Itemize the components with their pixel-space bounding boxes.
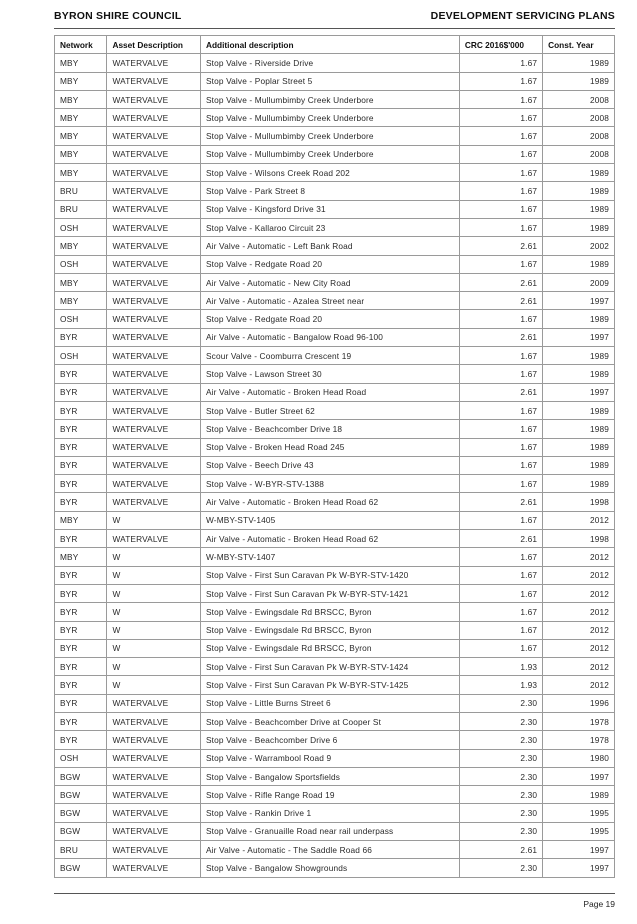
table-row <box>55 328 615 346</box>
cell-const-year: 2012 <box>543 639 615 657</box>
cell-crc: 1.67 <box>459 182 542 200</box>
cell-additional-description: Stop Valve - Ewingsdale Rd BRSCC, Byron <box>200 639 459 657</box>
cell-network: BYR <box>55 328 107 346</box>
table-row <box>55 310 615 328</box>
cell-asset-description: WATERVALVE <box>107 383 201 401</box>
cell-additional-description: Stop Valve - Granuaille Road near rail underpass <box>200 822 459 840</box>
cell-const-year: 2012 <box>543 511 615 529</box>
cell-const-year: 1978 <box>543 712 615 730</box>
cell-const-year: 1989 <box>543 164 615 182</box>
cell-network: BGW <box>55 822 107 840</box>
cell-network: BYR <box>55 401 107 419</box>
table-row <box>55 767 615 785</box>
cell-const-year: 1989 <box>543 218 615 236</box>
cell-const-year: 2012 <box>543 658 615 676</box>
cell-additional-description: Stop Valve - Warrambool Road 9 <box>200 749 459 767</box>
cell-crc: 1.67 <box>459 548 542 566</box>
cell-crc: 2.30 <box>459 767 542 785</box>
cell-asset-description: WATERVALVE <box>107 90 201 108</box>
cell-network: BYR <box>55 365 107 383</box>
cell-network: BYR <box>55 475 107 493</box>
cell-asset-description: W <box>107 511 201 529</box>
cell-network: BYR <box>55 658 107 676</box>
cell-asset-description: WATERVALVE <box>107 859 201 877</box>
cell-asset-description: WATERVALVE <box>107 109 201 127</box>
cell-asset-description: W <box>107 639 201 657</box>
cell-additional-description: Stop Valve - Mullumbimby Creek Underbore <box>200 127 459 145</box>
cell-additional-description: Stop Valve - Mullumbimby Creek Underbore <box>200 109 459 127</box>
cell-crc: 1.67 <box>459 72 542 90</box>
cell-const-year: 2008 <box>543 109 615 127</box>
table-row <box>55 511 615 529</box>
table-row <box>55 182 615 200</box>
cell-network: BYR <box>55 420 107 438</box>
cell-const-year: 1995 <box>543 804 615 822</box>
cell-additional-description: Air Valve - Automatic - Bangalow Road 96-100 <box>200 328 459 346</box>
cell-const-year: 1989 <box>543 475 615 493</box>
cell-network: OSH <box>55 310 107 328</box>
cell-additional-description: Stop Valve - First Sun Caravan Pk W-BYR-STV-1424 <box>200 658 459 676</box>
cell-network: MBY <box>55 72 107 90</box>
cell-asset-description: WATERVALVE <box>107 420 201 438</box>
table-row <box>55 621 615 639</box>
table-row <box>55 273 615 291</box>
page-number: Page 19 <box>583 899 615 909</box>
cell-crc: 1.67 <box>459 420 542 438</box>
cell-additional-description: Air Valve - Automatic - New City Road <box>200 273 459 291</box>
cell-crc: 1.67 <box>459 164 542 182</box>
table-row <box>55 365 615 383</box>
cell-additional-description: Stop Valve - First Sun Caravan Pk W-BYR-STV-1421 <box>200 584 459 602</box>
cell-crc: 1.67 <box>459 603 542 621</box>
cell-network: OSH <box>55 218 107 236</box>
table-row <box>55 639 615 657</box>
cell-additional-description: Stop Valve - Lawson Street 30 <box>200 365 459 383</box>
cell-crc: 2.61 <box>459 328 542 346</box>
cell-crc: 2.30 <box>459 804 542 822</box>
cell-const-year: 1989 <box>543 72 615 90</box>
cell-const-year: 2012 <box>543 548 615 566</box>
table-row <box>55 658 615 676</box>
cell-network: BYR <box>55 731 107 749</box>
table-row <box>55 530 615 548</box>
table-row <box>55 54 615 72</box>
cell-additional-description: Stop Valve - Little Burns Street 6 <box>200 694 459 712</box>
cell-const-year: 1989 <box>543 401 615 419</box>
cell-crc: 1.67 <box>459 200 542 218</box>
cell-const-year: 1998 <box>543 530 615 548</box>
cell-network: BRU <box>55 182 107 200</box>
cell-crc: 2.61 <box>459 292 542 310</box>
cell-network: MBY <box>55 90 107 108</box>
cell-const-year: 2008 <box>543 90 615 108</box>
cell-network: MBY <box>55 292 107 310</box>
cell-asset-description: WATERVALVE <box>107 841 201 859</box>
cell-crc: 1.67 <box>459 438 542 456</box>
cell-network: MBY <box>55 109 107 127</box>
cell-network: OSH <box>55 347 107 365</box>
table-row <box>55 255 615 273</box>
cell-additional-description: Scour Valve - Coomburra Crescent 19 <box>200 347 459 365</box>
cell-additional-description: Stop Valve - Bangalow Showgrounds <box>200 859 459 877</box>
cell-network: BRU <box>55 200 107 218</box>
cell-additional-description: Stop Valve - Beech Drive 43 <box>200 456 459 474</box>
cell-network: BYR <box>55 676 107 694</box>
table-row <box>55 548 615 566</box>
footer-divider <box>54 893 615 894</box>
cell-additional-description: Stop Valve - First Sun Caravan Pk W-BYR-STV-1420 <box>200 566 459 584</box>
cell-const-year: 1989 <box>543 786 615 804</box>
cell-const-year: 1978 <box>543 731 615 749</box>
cell-crc: 1.67 <box>459 255 542 273</box>
cell-const-year: 1989 <box>543 456 615 474</box>
cell-asset-description: W <box>107 621 201 639</box>
cell-asset-description: WATERVALVE <box>107 127 201 145</box>
cell-const-year: 1997 <box>543 292 615 310</box>
table-row <box>55 456 615 474</box>
cell-crc: 2.30 <box>459 822 542 840</box>
cell-const-year: 1989 <box>543 310 615 328</box>
cell-crc: 2.30 <box>459 749 542 767</box>
table-row <box>55 566 615 584</box>
table-row <box>55 712 615 730</box>
cell-asset-description: W <box>107 658 201 676</box>
table-row <box>55 584 615 602</box>
cell-const-year: 2012 <box>543 603 615 621</box>
cell-additional-description: Stop Valve - Mullumbimby Creek Underbore <box>200 90 459 108</box>
cell-asset-description: WATERVALVE <box>107 767 201 785</box>
cell-const-year: 2012 <box>543 584 615 602</box>
cell-network: BYR <box>55 621 107 639</box>
cell-asset-description: WATERVALVE <box>107 749 201 767</box>
cell-network: MBY <box>55 237 107 255</box>
cell-asset-description: W <box>107 584 201 602</box>
cell-asset-description: WATERVALVE <box>107 255 201 273</box>
cell-asset-description: WATERVALVE <box>107 438 201 456</box>
table-row <box>55 164 615 182</box>
cell-additional-description: Stop Valve - Park Street 8 <box>200 182 459 200</box>
cell-network: OSH <box>55 255 107 273</box>
header-row <box>55 36 615 54</box>
cell-crc: 1.67 <box>459 347 542 365</box>
cell-crc: 2.61 <box>459 530 542 548</box>
cell-const-year: 1989 <box>543 182 615 200</box>
table-row <box>55 603 615 621</box>
table-row <box>55 401 615 419</box>
cell-crc: 2.61 <box>459 273 542 291</box>
cell-crc: 1.67 <box>459 621 542 639</box>
cell-additional-description: Stop Valve - Beachcomber Drive 18 <box>200 420 459 438</box>
table-row <box>55 676 615 694</box>
cell-crc: 2.61 <box>459 237 542 255</box>
table-row <box>55 72 615 90</box>
column-header-const-year: Const. Year <box>543 36 615 54</box>
column-header-additional-description: Additional description <box>200 36 459 54</box>
cell-crc: 1.67 <box>459 145 542 163</box>
header-divider <box>54 28 615 29</box>
council-name: BYRON SHIRE COUNCIL <box>54 10 182 22</box>
cell-additional-description: Stop Valve - Beachcomber Drive 6 <box>200 731 459 749</box>
cell-network: BYR <box>55 603 107 621</box>
cell-asset-description: WATERVALVE <box>107 237 201 255</box>
cell-asset-description: WATERVALVE <box>107 310 201 328</box>
cell-additional-description: Air Valve - Automatic - Broken Head Road 62 <box>200 530 459 548</box>
cell-additional-description: Stop Valve - Riverside Drive <box>200 54 459 72</box>
cell-const-year: 2008 <box>543 145 615 163</box>
cell-asset-description: WATERVALVE <box>107 694 201 712</box>
cell-const-year: 1989 <box>543 255 615 273</box>
cell-additional-description: Stop Valve - Rankin Drive 1 <box>200 804 459 822</box>
table-row <box>55 749 615 767</box>
cell-network: BYR <box>55 456 107 474</box>
cell-additional-description: Air Valve - Automatic - The Saddle Road 66 <box>200 841 459 859</box>
cell-network: BGW <box>55 786 107 804</box>
cell-crc: 2.30 <box>459 731 542 749</box>
cell-network: BYR <box>55 383 107 401</box>
cell-crc: 1.67 <box>459 584 542 602</box>
cell-const-year: 1995 <box>543 822 615 840</box>
cell-network: MBY <box>55 127 107 145</box>
cell-asset-description: WATERVALVE <box>107 145 201 163</box>
cell-asset-description: WATERVALVE <box>107 365 201 383</box>
cell-crc: 1.67 <box>459 475 542 493</box>
cell-additional-description: W-MBY-STV-1405 <box>200 511 459 529</box>
column-header-network: Network <box>55 36 107 54</box>
cell-network: MBY <box>55 511 107 529</box>
asset-table-body <box>55 54 615 877</box>
cell-additional-description: Stop Valve - Wilsons Creek Road 202 <box>200 164 459 182</box>
cell-crc: 1.67 <box>459 511 542 529</box>
cell-asset-description: WATERVALVE <box>107 72 201 90</box>
table-row <box>55 218 615 236</box>
cell-network: BYR <box>55 694 107 712</box>
cell-const-year: 1997 <box>543 383 615 401</box>
table-row <box>55 347 615 365</box>
cell-additional-description: Stop Valve - Kallaroo Circuit 23 <box>200 218 459 236</box>
cell-asset-description: W <box>107 603 201 621</box>
cell-const-year: 1989 <box>543 420 615 438</box>
table-row <box>55 493 615 511</box>
table-row <box>55 420 615 438</box>
cell-crc: 1.67 <box>459 90 542 108</box>
cell-asset-description: WATERVALVE <box>107 804 201 822</box>
cell-additional-description: Stop Valve - Redgate Road 20 <box>200 255 459 273</box>
cell-additional-description: Stop Valve - Ewingsdale Rd BRSCC, Byron <box>200 621 459 639</box>
column-header-crc: CRC 2016$'000 <box>459 36 542 54</box>
cell-crc: 2.30 <box>459 859 542 877</box>
cell-network: BYR <box>55 712 107 730</box>
table-row <box>55 731 615 749</box>
table-row <box>55 292 615 310</box>
cell-additional-description: Air Valve - Automatic - Azalea Street near <box>200 292 459 310</box>
cell-additional-description: Stop Valve - W-BYR-STV-1388 <box>200 475 459 493</box>
cell-additional-description: Stop Valve - Bangalow Sportsfields <box>200 767 459 785</box>
cell-asset-description: WATERVALVE <box>107 292 201 310</box>
cell-additional-description: Stop Valve - Mullumbimby Creek Underbore <box>200 145 459 163</box>
cell-const-year: 2012 <box>543 676 615 694</box>
cell-asset-description: WATERVALVE <box>107 328 201 346</box>
cell-network: MBY <box>55 145 107 163</box>
cell-crc: 1.67 <box>459 365 542 383</box>
cell-crc: 2.30 <box>459 694 542 712</box>
cell-asset-description: WATERVALVE <box>107 401 201 419</box>
cell-const-year: 1989 <box>543 54 615 72</box>
cell-additional-description: Stop Valve - Butler Street 62 <box>200 401 459 419</box>
cell-asset-description: WATERVALVE <box>107 731 201 749</box>
cell-asset-description: W <box>107 566 201 584</box>
cell-network: BGW <box>55 859 107 877</box>
table-row <box>55 786 615 804</box>
cell-crc: 1.67 <box>459 218 542 236</box>
cell-network: MBY <box>55 273 107 291</box>
cell-additional-description: Stop Valve - Kingsford Drive 31 <box>200 200 459 218</box>
cell-additional-description: Stop Valve - Broken Head Road 245 <box>200 438 459 456</box>
cell-crc: 1.67 <box>459 456 542 474</box>
table-row <box>55 127 615 145</box>
asset-table <box>54 35 615 878</box>
cell-asset-description: W <box>107 548 201 566</box>
cell-asset-description: WATERVALVE <box>107 493 201 511</box>
cell-asset-description: WATERVALVE <box>107 712 201 730</box>
column-header-asset-description: Asset Description <box>107 36 201 54</box>
cell-crc: 2.61 <box>459 383 542 401</box>
cell-additional-description: Stop Valve - First Sun Caravan Pk W-BYR-STV-1425 <box>200 676 459 694</box>
cell-const-year: 1998 <box>543 493 615 511</box>
table-row <box>55 822 615 840</box>
document-title: DEVELOPMENT SERVICING PLANS <box>430 10 615 22</box>
cell-asset-description: W <box>107 676 201 694</box>
cell-crc: 2.30 <box>459 712 542 730</box>
cell-const-year: 1989 <box>543 200 615 218</box>
table-row <box>55 859 615 877</box>
cell-crc: 1.67 <box>459 109 542 127</box>
table-row <box>55 841 615 859</box>
cell-crc: 1.67 <box>459 54 542 72</box>
cell-network: BYR <box>55 584 107 602</box>
cell-const-year: 1997 <box>543 859 615 877</box>
cell-crc: 2.61 <box>459 493 542 511</box>
cell-network: BYR <box>55 493 107 511</box>
cell-const-year: 2012 <box>543 621 615 639</box>
table-row <box>55 145 615 163</box>
cell-additional-description: Stop Valve - Redgate Road 20 <box>200 310 459 328</box>
cell-crc: 1.67 <box>459 310 542 328</box>
cell-asset-description: WATERVALVE <box>107 200 201 218</box>
cell-const-year: 1989 <box>543 365 615 383</box>
table-row <box>55 237 615 255</box>
cell-const-year: 1989 <box>543 347 615 365</box>
cell-asset-description: WATERVALVE <box>107 164 201 182</box>
cell-const-year: 2012 <box>543 566 615 584</box>
cell-asset-description: WATERVALVE <box>107 182 201 200</box>
cell-asset-description: WATERVALVE <box>107 822 201 840</box>
cell-additional-description: W-MBY-STV-1407 <box>200 548 459 566</box>
cell-const-year: 2009 <box>543 273 615 291</box>
cell-network: BYR <box>55 639 107 657</box>
cell-asset-description: WATERVALVE <box>107 786 201 804</box>
cell-network: MBY <box>55 548 107 566</box>
cell-const-year: 2008 <box>543 127 615 145</box>
asset-table-header <box>55 36 615 54</box>
cell-asset-description: WATERVALVE <box>107 347 201 365</box>
cell-const-year: 1996 <box>543 694 615 712</box>
cell-asset-description: WATERVALVE <box>107 475 201 493</box>
cell-crc: 1.67 <box>459 566 542 584</box>
cell-network: BYR <box>55 566 107 584</box>
cell-additional-description: Air Valve - Automatic - Broken Head Road 62 <box>200 493 459 511</box>
cell-network: BRU <box>55 841 107 859</box>
table-row <box>55 475 615 493</box>
cell-asset-description: WATERVALVE <box>107 273 201 291</box>
table-row <box>55 200 615 218</box>
cell-const-year: 1997 <box>543 767 615 785</box>
cell-crc: 1.67 <box>459 401 542 419</box>
cell-additional-description: Stop Valve - Ewingsdale Rd BRSCC, Byron <box>200 603 459 621</box>
table-row <box>55 694 615 712</box>
cell-const-year: 1997 <box>543 841 615 859</box>
cell-crc: 1.67 <box>459 127 542 145</box>
cell-crc: 1.93 <box>459 658 542 676</box>
table-row <box>55 804 615 822</box>
cell-const-year: 1997 <box>543 328 615 346</box>
cell-additional-description: Stop Valve - Rifle Range Road 19 <box>200 786 459 804</box>
table-row <box>55 383 615 401</box>
cell-const-year: 2002 <box>543 237 615 255</box>
table-row <box>55 109 615 127</box>
table-row <box>55 438 615 456</box>
cell-additional-description: Air Valve - Automatic - Left Bank Road <box>200 237 459 255</box>
cell-crc: 1.67 <box>459 639 542 657</box>
cell-crc: 2.61 <box>459 841 542 859</box>
cell-additional-description: Air Valve - Automatic - Broken Head Road <box>200 383 459 401</box>
cell-network: BYR <box>55 530 107 548</box>
cell-const-year: 1980 <box>543 749 615 767</box>
cell-crc: 1.93 <box>459 676 542 694</box>
cell-network: MBY <box>55 54 107 72</box>
cell-network: BYR <box>55 438 107 456</box>
cell-crc: 2.30 <box>459 786 542 804</box>
cell-asset-description: WATERVALVE <box>107 530 201 548</box>
cell-asset-description: WATERVALVE <box>107 218 201 236</box>
cell-const-year: 1989 <box>543 438 615 456</box>
cell-network: OSH <box>55 749 107 767</box>
cell-asset-description: WATERVALVE <box>107 54 201 72</box>
table-row <box>55 90 615 108</box>
cell-network: MBY <box>55 164 107 182</box>
cell-asset-description: WATERVALVE <box>107 456 201 474</box>
cell-network: BGW <box>55 804 107 822</box>
cell-network: BGW <box>55 767 107 785</box>
cell-additional-description: Stop Valve - Beachcomber Drive at Cooper St <box>200 712 459 730</box>
cell-additional-description: Stop Valve - Poplar Street 5 <box>200 72 459 90</box>
